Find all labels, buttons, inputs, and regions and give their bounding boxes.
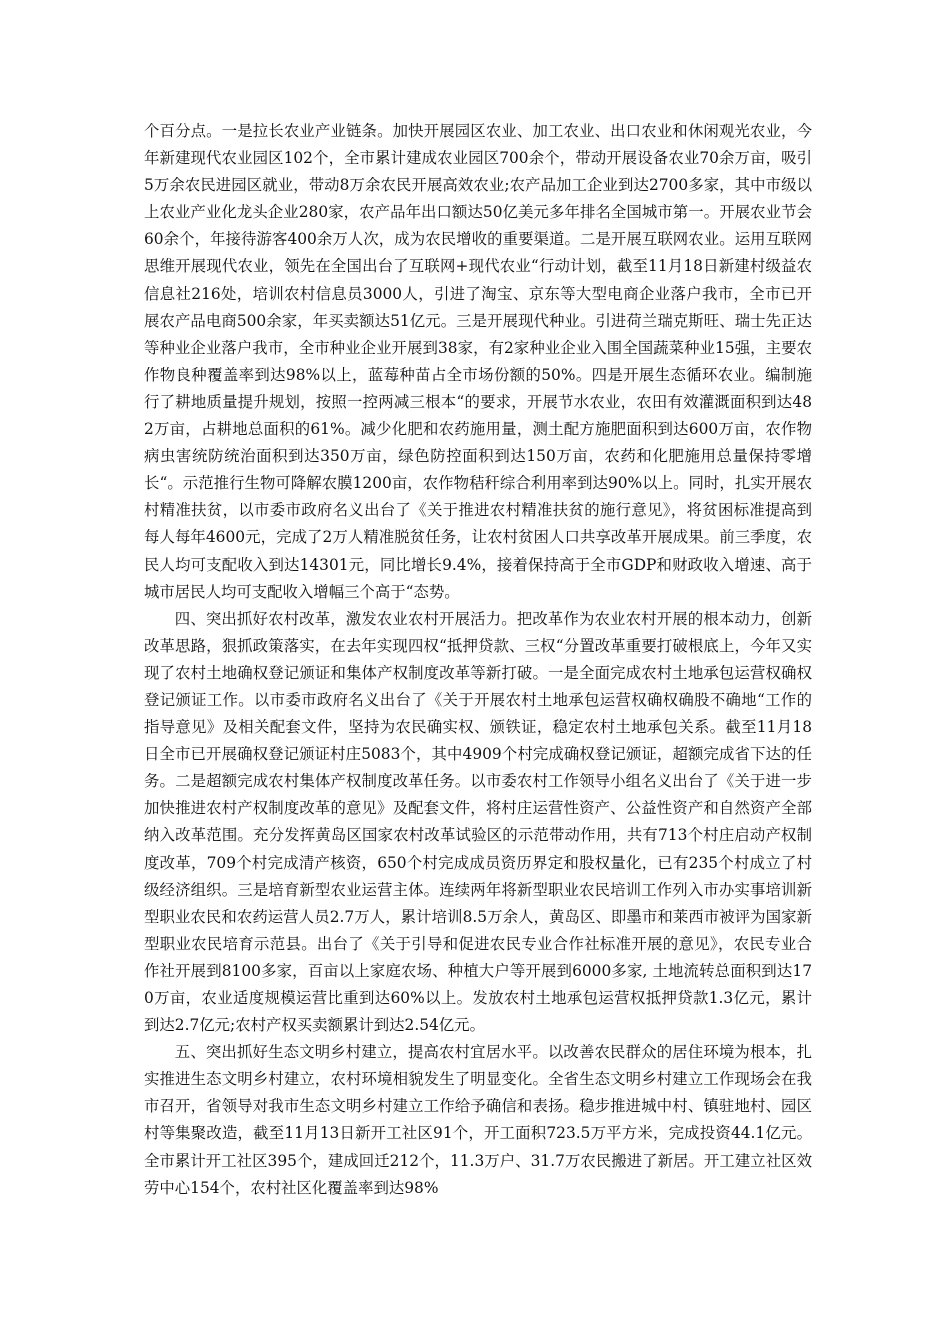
paragraph-agriculture-development: 个百分点。一是拉长农业产业链条。加快开展园区农业、加工农业、出口农业和休闲观光农业，今年新建现代农业园区102个，全市累计建成农业园区700余个，带动开展设备农业70余万亩，吸引5万余农民进园区就业，带动8万余农民开展高效农业;农产品加工企业到达2700多家，其中市级以上农业产业化龙头企业280家，农产品年出口额达50亿美元多年排名全国城市第一。开展农业节会60余个，年接待游客400余万人次，成为农民增收的重要渠道。二是开展互联网农业。运用互联网思维开展现代农业，领先在全国出台了互联网+现代农业“行动计划，截至11月18日新建村级益农信息社216处，培训农村信息员3000人，引进了淘宝、京东等大型电商企业落户我市，全市已开展农产品电商500余家，年买卖额达51亿元。三是开展现代种业。引进荷兰瑞克斯旺、瑞士先正达等种业企业落户我市，全市种业企业开展到38家，有2家种业企业入围全国蔬菜种业15强，主要农作物良种覆盖率到达98%以上，蓝莓种苗占全市场份额的50%。四是开展生态循环农业。编制施行了耕地质量提升规划，按照一控两减三根本“的要求，开展节水农业，农田有效灌溉面积到达482万亩，占耕地总面积的61%。减少化肥和农药施用量，测土配方施肥面积到达600万亩，农作物病虫害统防统治面积到达350万亩，绿色防控面积到达150万亩，农药和化肥施用总量保持零增长“。示范推行生物可降解农膜1200亩，农作物秸秆综合利用率到达90%以上。同时，扎实开展农村精准扶贫，以市委市政府名义出台了《关于推进农村精准扶贫的施行意见》，将贫困标准提高到每人每年4600元，完成了2万人精准脱贫任务，让农村贫困人口共享改革开展成果。前三季度，农民人均可支配收入到达14301元，同比增长9.4%，接着保持高于全市GDP和财政收入增速、高于城市居民人均可支配收入增幅三个高于“态势。 [144, 122, 812, 601]
paragraph-rural-reform: 四、突出抓好农村改革，激发农业农村开展活力。把改革作为农业农村开展的根本动力，创新改革思路，狠抓政策落实，在去年实现四权“抵押贷款、三权“分置改革重要打破根底上，今年又实现了农村土地确权登记颁证和集体产权制度改革等新打破。一是全面完成农村土地承包运营权确权登记颁证工作。以市委市政府名义出台了《关于开展农村土地承包运营权确权确股不确地“工作的指导意见》及相关配套文件，坚持为农民确实权、颁铁证，稳定农村土地承包关系。截至11月18日全市已开展确权登记颁证村庄5083个，其中4909个村完成确权登记颁证，超额完成省下达的任务。二是超额完成农村集体产权制度改革任务。以市委农村工作领导小组名义出台了《关于进一步加快推进农村产权制度改革的意见》及配套文件，将村庄运营性资产、公益性资产和自然资产全部纳入改革范围。充分发挥黄岛区国家农村改革试验区的示范带动作用，共有713个村庄启动产权制度改革，709个村完成清产核资，650个村完成成员资历界定和股权量化，已有235个村成立了村级经济组织。三是培育新型农业运营主体。连续两年将新型职业农民培训工作列入市办实事培训新型职业农民和农药运营人员2.7万人，累计培训8.5万余人，黄岛区、即墨市和莱西市被评为国家新型职业农民培育示范县。出台了《关于引导和促进农民专业合作社标准开展的意见》，农民专业合作社开展到8100多家，百亩以上家庭农场、种植大户等开展到6000多家, 土地流转总面积到达170万亩，农业适度规模运营比重到达60%以上。发放农村土地承包运营权抵押贷款1.3亿元，累计到达2.7亿元;农村产权买卖额累计到达2.54亿元。 [144, 609, 812, 1035]
paragraph-ecological-villages: 五、突出抓好生态文明乡村建立，提高农村宜居水平。以改善农民群众的居住环境为根本，扎实推进生态文明乡村建立，农村环境相貌发生了明显变化。全省生态文明乡村建立工作现场会在我市召开，省领导对我市生态文明乡村建立工作给予确信和表扬。稳步推进城中村、镇驻地村、园区村等集聚改造，截至11月13日新开工社区91个，开工面积723.5万平方米，完成投资44.1亿元。全市累计开工社区395个，建成回迁212个，11.3万户、31.7万农民搬进了新居。开工建立社区效劳中心154个，农村社区化覆盖率到达98% [144, 1043, 812, 1197]
document-page [144, 118, 812, 1202]
